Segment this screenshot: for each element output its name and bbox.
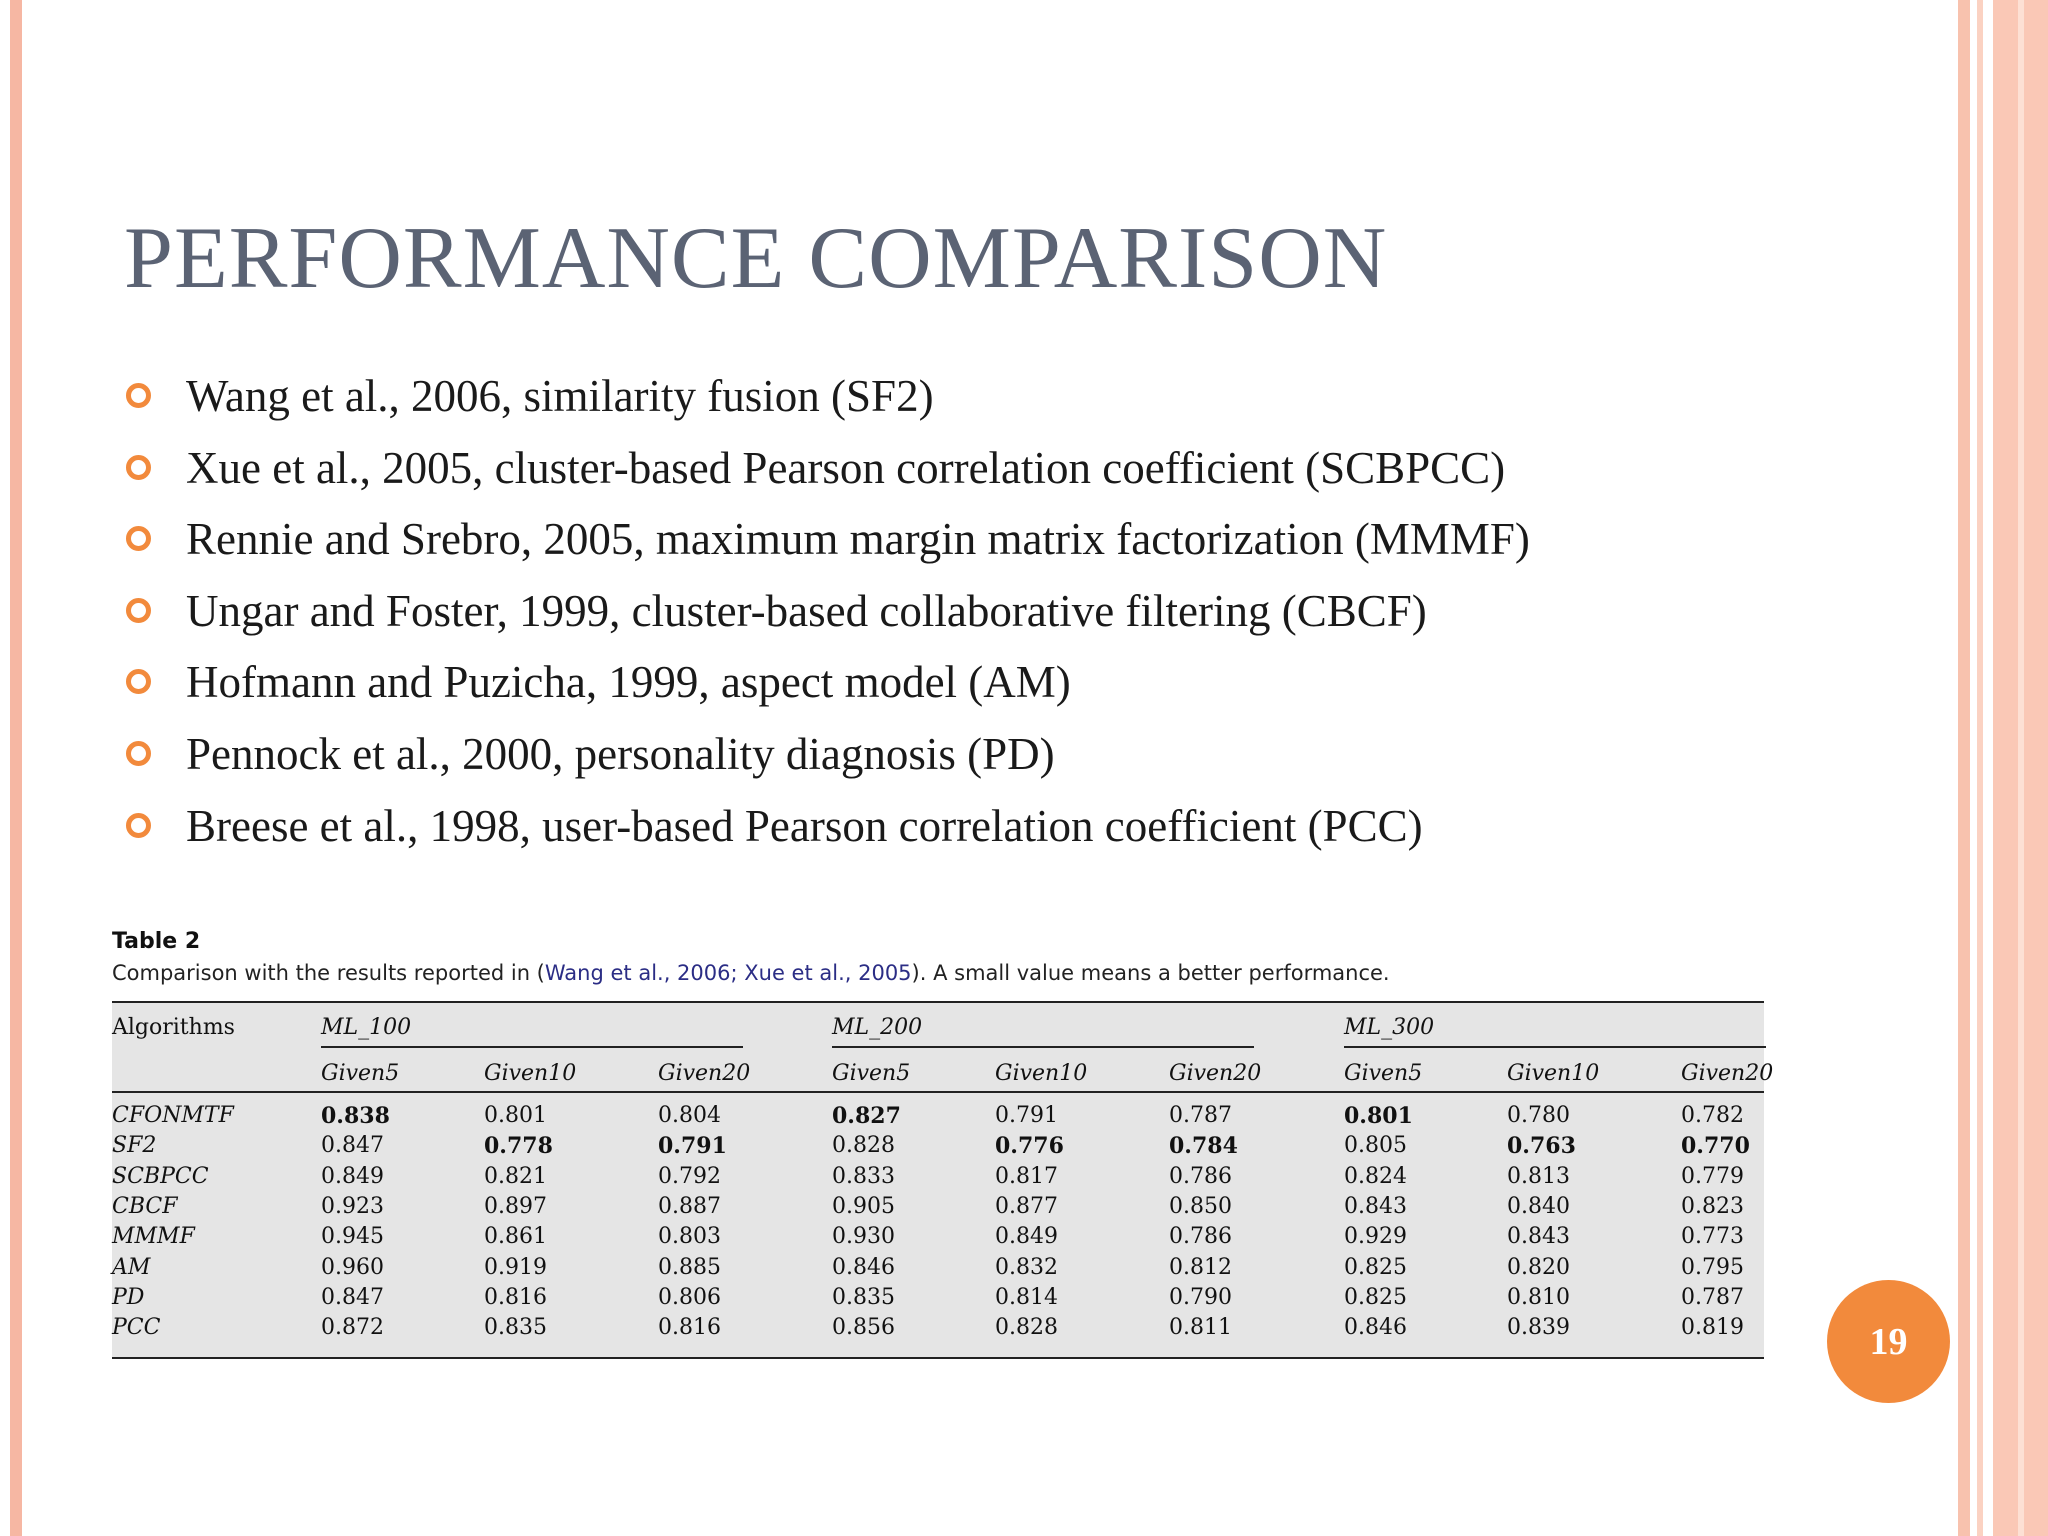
- table-cell: 0.795: [1681, 1254, 1744, 1280]
- bullet-item: [124, 796, 1530, 868]
- table-cell: 0.791: [995, 1103, 1058, 1128]
- table-cell: 0.770: [1681, 1133, 1750, 1160]
- header-divider: [112, 1091, 1764, 1093]
- bullet-list: [124, 366, 1530, 867]
- table-row-label: PCC: [112, 1315, 161, 1341]
- table-cell: 0.930: [832, 1224, 895, 1250]
- table-header-algorithms: Algorithms: [112, 1015, 235, 1040]
- table-cell: 0.872: [321, 1315, 384, 1341]
- table-row-label: SCBPCC: [112, 1163, 209, 1189]
- table-subcolumn-header: Given10: [484, 1061, 577, 1086]
- bullet-circle-icon: [126, 813, 151, 838]
- bullet-text: Xue et al., 2005, cluster-based Pearson correlation coefficient (SCBPCC): [186, 442, 1506, 493]
- table-cell: 0.806: [658, 1284, 721, 1310]
- table-cell: 0.803: [658, 1224, 721, 1250]
- table-cell: 0.810: [1507, 1284, 1570, 1310]
- table-cell: 0.825: [1344, 1254, 1407, 1280]
- table-cell: 0.791: [658, 1133, 727, 1160]
- table-cell: 0.804: [658, 1103, 721, 1128]
- table-cell: 0.847: [321, 1284, 384, 1310]
- table-cell: 0.787: [1681, 1284, 1744, 1310]
- table-subcolumn-header: Given10: [1507, 1061, 1600, 1086]
- table-caption: [112, 961, 1390, 985]
- bullet-item: [124, 438, 1530, 510]
- slide-right-border-highlight: [2018, 0, 2024, 1536]
- bullet-text: Hofmann and Puzicha, 1999, aspect model (AM): [186, 657, 1071, 708]
- table-cell: 0.835: [832, 1284, 895, 1310]
- table-cell: 0.960: [321, 1254, 384, 1280]
- table-cell: 0.887: [658, 1193, 721, 1219]
- table-subcolumn-header: Given5: [832, 1061, 911, 1086]
- table-cell: 0.833: [832, 1163, 895, 1189]
- table-cell: 0.840: [1507, 1193, 1570, 1219]
- table-cell: 0.779: [1681, 1163, 1744, 1189]
- table-cell: 0.816: [484, 1284, 547, 1310]
- table-cell: 0.825: [1344, 1284, 1407, 1310]
- table-cell: 0.778: [484, 1133, 553, 1160]
- table-group-header: ML_300: [1344, 1015, 1435, 1040]
- table-caption-start: Comparison with the results reported in (: [112, 961, 545, 985]
- table-cell: 0.905: [832, 1193, 895, 1219]
- table-cell: 0.786: [1169, 1224, 1232, 1250]
- table-caption-end: ). A small value means a better performance.: [911, 961, 1390, 985]
- group-underline: [832, 1046, 1254, 1048]
- table-cell: 0.782: [1681, 1103, 1744, 1128]
- table-row-label: SF2: [112, 1133, 157, 1159]
- bullet-text: Wang et al., 2006, similarity fusion (SF2): [186, 371, 934, 421]
- bullet-circle-icon: [126, 741, 151, 766]
- slide-right-border: [1958, 0, 1970, 1536]
- bullet-circle-icon: [126, 526, 151, 551]
- results-table: [112, 1001, 1774, 1359]
- table-cell: 0.850: [1169, 1193, 1232, 1219]
- table-row-label: AM: [112, 1254, 151, 1280]
- table-cell: 0.846: [1344, 1315, 1407, 1341]
- table-cell: 0.824: [1344, 1163, 1407, 1189]
- citation-link[interactable]: Wang et al., 2006; Xue et al., 2005: [544, 961, 912, 985]
- bullet-item: [124, 509, 1530, 581]
- table-cell: 0.763: [1507, 1133, 1576, 1160]
- table-cell: 0.877: [995, 1193, 1058, 1219]
- table-cell: 0.780: [1507, 1103, 1570, 1128]
- table-cell: 0.828: [832, 1133, 895, 1159]
- table-cell: 0.929: [1344, 1224, 1407, 1250]
- table-subcolumn-header: Given20: [1681, 1061, 1774, 1086]
- table-subcolumn-header: Given5: [321, 1061, 400, 1086]
- table-cell: 0.790: [1169, 1284, 1232, 1310]
- table-subcolumn-header: Given20: [1169, 1061, 1262, 1086]
- table-cell: 0.792: [658, 1163, 721, 1189]
- table-cell: 0.814: [995, 1284, 1058, 1310]
- table-cell: 0.849: [321, 1163, 384, 1189]
- slide-title: PERFORMANCE COMPARISON: [124, 210, 1388, 307]
- table-cell: 0.832: [995, 1254, 1058, 1280]
- group-underline: [1344, 1046, 1766, 1048]
- table-cell: 0.843: [1507, 1224, 1570, 1250]
- bullet-circle-icon: [126, 455, 151, 480]
- table-cell: 0.839: [1507, 1315, 1570, 1341]
- table-subcolumn-header: Given10: [995, 1061, 1088, 1086]
- table-cell: 0.813: [1507, 1163, 1570, 1189]
- table-cell: 0.817: [995, 1163, 1058, 1189]
- table-cell: 0.847: [321, 1133, 384, 1159]
- table-cell: 0.787: [1169, 1103, 1232, 1128]
- bullet-item: [124, 724, 1530, 796]
- table-subcolumn-header: Given20: [658, 1061, 751, 1086]
- table-row-label: MMMF: [112, 1224, 195, 1250]
- table-cell: 0.811: [1169, 1315, 1232, 1341]
- table-cell: 0.849: [995, 1224, 1058, 1250]
- table-cell: 0.861: [484, 1224, 547, 1250]
- table-cell: 0.773: [1681, 1224, 1744, 1250]
- table-cell: 0.838: [321, 1103, 390, 1129]
- table-cell: 0.820: [1507, 1254, 1570, 1280]
- table-row-label: CBCF: [112, 1193, 178, 1219]
- table-cell: 0.801: [1344, 1103, 1413, 1129]
- bullet-text: Pennock et al., 2000, personality diagnosis (PD): [186, 728, 1055, 779]
- group-underline: [321, 1046, 743, 1048]
- page-number-badge: 19: [1827, 1280, 1950, 1403]
- table-cell: 0.945: [321, 1224, 384, 1250]
- table-cell: 0.923: [321, 1193, 384, 1219]
- table-cell: 0.919: [484, 1254, 547, 1280]
- table-cell: 0.776: [995, 1133, 1064, 1160]
- table-cell: 0.801: [484, 1103, 547, 1128]
- table-cell: 0.805: [1344, 1133, 1407, 1159]
- table-cell: 0.828: [995, 1315, 1058, 1341]
- bullet-circle-icon: [126, 383, 151, 408]
- table-cell: 0.786: [1169, 1163, 1232, 1189]
- bullet-text: Breese et al., 1998, user-based Pearson correlation coefficient (PCC): [186, 800, 1423, 851]
- table-title: Table 2: [112, 929, 201, 954]
- bullet-item: [124, 652, 1530, 724]
- table-group-header: ML_200: [832, 1015, 923, 1040]
- slide-left-border: [10, 0, 22, 1536]
- bullet-circle-icon: [126, 669, 151, 694]
- table-subcolumn-header: Given5: [1344, 1061, 1423, 1086]
- bullet-text: Rennie and Srebro, 2005, maximum margin matrix factorization (MMMF): [186, 514, 1530, 565]
- slide-right-border-stripe: [1977, 0, 1983, 1536]
- table-cell: 0.856: [832, 1315, 895, 1341]
- table-cell: 0.819: [1681, 1315, 1744, 1341]
- table-row-label: PD: [112, 1284, 145, 1310]
- bullet-item: [124, 581, 1530, 653]
- table-cell: 0.784: [1169, 1133, 1238, 1160]
- table-cell: 0.843: [1344, 1193, 1407, 1219]
- bullet-text: Ungar and Foster, 1999, cluster-based collaborative filtering (CBCF): [186, 585, 1427, 636]
- table-cell: 0.835: [484, 1315, 547, 1341]
- table-cell: 0.816: [658, 1315, 721, 1341]
- table-cell: 0.812: [1169, 1254, 1232, 1280]
- table-row-label: CFONMTF: [112, 1103, 234, 1128]
- table-cell: 0.846: [832, 1254, 895, 1280]
- table-cell: 0.897: [484, 1193, 547, 1219]
- bullet-item: [124, 366, 1530, 438]
- table-cell: 0.827: [832, 1103, 901, 1129]
- table-group-header: ML_100: [321, 1015, 412, 1040]
- bullet-circle-icon: [126, 598, 151, 623]
- table-cell: 0.823: [1681, 1193, 1744, 1219]
- table-cell: 0.821: [484, 1163, 547, 1189]
- table-cell: 0.885: [658, 1254, 721, 1280]
